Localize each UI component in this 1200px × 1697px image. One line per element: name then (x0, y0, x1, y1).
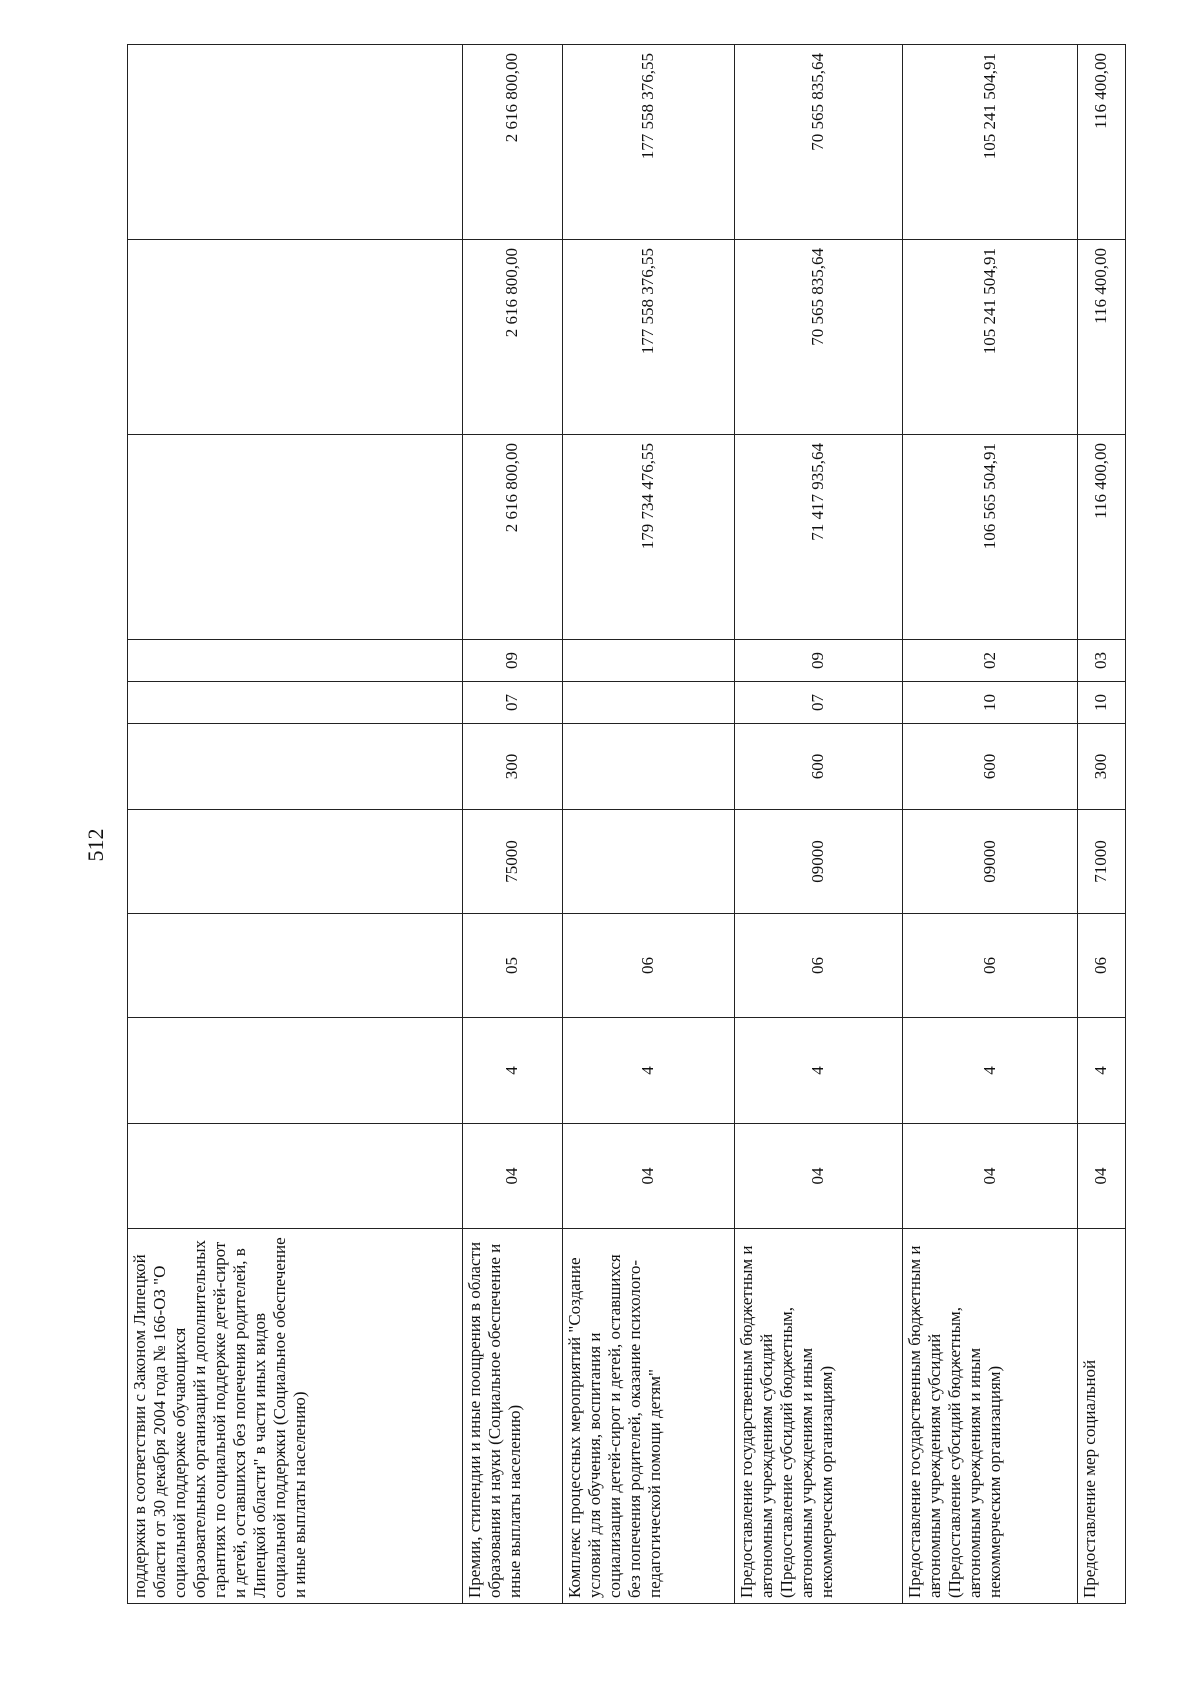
section-code: 10 (903, 682, 1078, 724)
direction-code (128, 810, 463, 914)
row-description: Предоставление государственным бюджетным и автономным учреждениям субсидий (Предоставление субсидий бюджетным, автономным учреждениям и иным некоммерческим организациям) (903, 1229, 1078, 1604)
section-code (563, 682, 735, 724)
activity-code: 05 (463, 914, 563, 1018)
activity-code: 06 (903, 914, 1078, 1018)
subprogram-code: 4 (563, 1018, 735, 1124)
subsection-code: 09 (735, 640, 903, 682)
program-code: 04 (1078, 1124, 1126, 1229)
amount-year-2 (128, 240, 463, 435)
amount-year-3: 116 400,00 (1078, 45, 1126, 240)
page-number: 512 (83, 828, 108, 862)
subsection-code: 09 (463, 640, 563, 682)
subprogram-code (128, 1018, 463, 1124)
subsection-code: 02 (903, 640, 1078, 682)
expense-type-code (128, 724, 463, 810)
amount-year-1: 71 417 935,64 (735, 435, 903, 640)
amount-year-2: 70 565 835,64 (735, 240, 903, 435)
program-code: 04 (563, 1124, 735, 1229)
amount-year-3: 177 558 376,55 (563, 45, 735, 240)
direction-code (563, 810, 735, 914)
row-description: поддержки в соответствии с Законом Липецкой области от 30 декабря 2004 года № 166-ОЗ "О социальной поддержке обучающихся образовательных организаций и дополнительных гарантиях по социальной поддержке детей-сирот и детей, оставшихся без попечения родителей, в Липецкой области" в части иных видов социальной поддержки (Социальное обеспечение и иные выплаты населению) (128, 1229, 463, 1604)
amount-year-3: 105 241 504,91 (903, 45, 1078, 240)
amount-year-2: 105 241 504,91 (903, 240, 1078, 435)
row-description: Предоставление государственным бюджетным и автономным учреждениям субсидий (Предоставление субсидий бюджетным, автономным учреждениям и иным некоммерческим организациям) (735, 1229, 903, 1604)
amount-year-2: 116 400,00 (1078, 240, 1126, 435)
amount-year-1: 179 734 476,55 (563, 435, 735, 640)
subprogram-code: 4 (903, 1018, 1078, 1124)
amount-year-1 (128, 435, 463, 640)
program-code: 04 (463, 1124, 563, 1229)
subsection-code (563, 640, 735, 682)
subprogram-code: 4 (735, 1018, 903, 1124)
table-row (903, 45, 1078, 1604)
rotated-table-container (127, 45, 1125, 1604)
activity-code: 06 (735, 914, 903, 1018)
subsection-code (128, 640, 463, 682)
expense-type-code (563, 724, 735, 810)
table-row (463, 45, 563, 1604)
section-code: 07 (735, 682, 903, 724)
activity-code (128, 914, 463, 1018)
expense-type-code: 600 (735, 724, 903, 810)
amount-year-3: 2 616 800,00 (463, 45, 563, 240)
amount-year-1: 106 565 504,91 (903, 435, 1078, 640)
program-code: 04 (735, 1124, 903, 1229)
activity-code: 06 (563, 914, 735, 1018)
program-code (128, 1124, 463, 1229)
table-row (128, 45, 463, 1604)
direction-code: 09000 (735, 810, 903, 914)
amount-year-3 (128, 45, 463, 240)
section-code (128, 682, 463, 724)
subsection-code: 03 (1078, 640, 1126, 682)
amount-year-1: 2 616 800,00 (463, 435, 563, 640)
section-code: 10 (1078, 682, 1126, 724)
budget-table (127, 44, 1126, 1604)
amount-year-2: 177 558 376,55 (563, 240, 735, 435)
direction-code: 09000 (903, 810, 1078, 914)
program-code: 04 (903, 1124, 1078, 1229)
table-row (563, 45, 735, 1604)
amount-year-3: 70 565 835,64 (735, 45, 903, 240)
expense-type-code: 300 (463, 724, 563, 810)
row-description: Комплекс процессных мероприятий "Создание условий для обучения, воспитания и социализации детей-сирот и детей, оставшихся без попечения родителей, оказание психолого-педагогической помощи детям" (563, 1229, 735, 1604)
expense-type-code: 300 (1078, 724, 1126, 810)
activity-code: 06 (1078, 914, 1126, 1018)
subprogram-code: 4 (463, 1018, 563, 1124)
row-description: Премии, стипендии и иные поощрения в области образования и науки (Социальное обеспечение и иные выплаты населению) (463, 1229, 563, 1604)
table-row (735, 45, 903, 1604)
amount-year-1: 116 400,00 (1078, 435, 1126, 640)
amount-year-2: 2 616 800,00 (463, 240, 563, 435)
direction-code: 71000 (1078, 810, 1126, 914)
expense-type-code: 600 (903, 724, 1078, 810)
section-code: 07 (463, 682, 563, 724)
subprogram-code: 4 (1078, 1018, 1126, 1124)
row-description: Предоставление мер социальной (1078, 1229, 1126, 1604)
direction-code: 75000 (463, 810, 563, 914)
table-row (1078, 45, 1126, 1604)
